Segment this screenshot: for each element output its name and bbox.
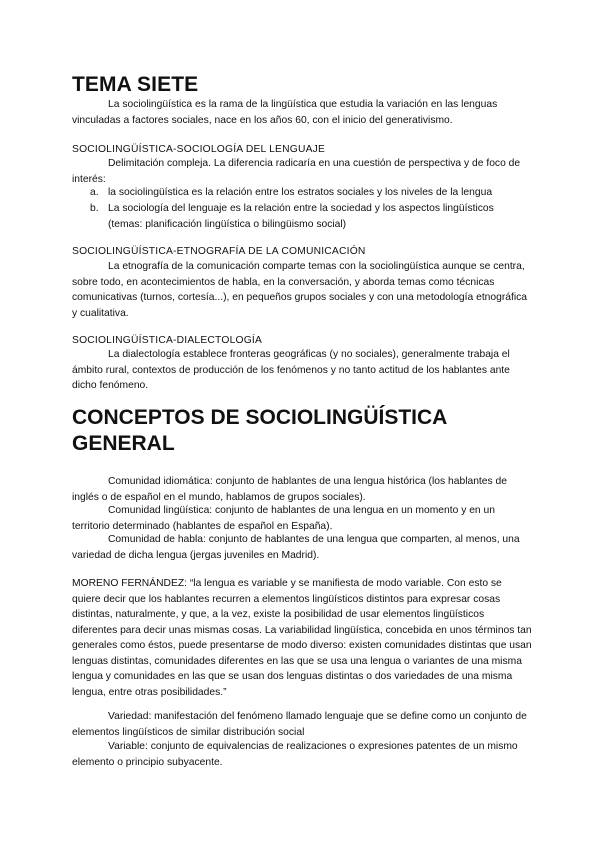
heading-conceptos: CONCEPTOS DE SOCIOLINGÜÍSTICA GENERAL: [72, 406, 447, 455]
list-item-a: [90, 185, 530, 201]
section-3-title: SOCIOLINGÜÍSTICA-DIALECTOLOGÍA: [72, 335, 263, 346]
definition-variable: Variable: conjunto de equivalencias de realizaciones o expresiones patentes de un mismo elemento o principio subyacente.: [72, 741, 518, 768]
concept-comunidad-linguistica: Comunidad lingüística: conjunto de hablantes de una lengua en un momento y en un territorio determinado (hablantes de español en España).: [72, 505, 495, 532]
quote-moreno-fernandez: MORENO FERNÁNDEZ: “la lengua es variable y se manifiesta de modo variable. Con esto se quiere decir que los hablantes recurren a elementos lingüísticos distintos para expresar cosas distintas, naturalmente, y que, a la vez, existe la posibilidad de usar elementos lingüísticos diferentes para decir unas mismas cosas. La variabilidad lingüística, concebida en unos términos tan generales como éstos, puede presentarse de modo diverso: existen comunidades distintas que usan lenguas distintas, comunidades diferentes en las que se usa una lengua o variantes de una misma lengua y comunidades en las que se usan dos lenguas distintas o dos variedades de una misma lengua, entre otras posibilidades.”: [72, 578, 532, 698]
section-2-text: La etnografía de la comunicación comparte temas con la sociolingüística aunque se centra, sobre todo, en acontecimientos de habla, en la conversación, y aborda temas como técnicas comunicativas (turnos, cortesía...), en pequeños grupos sociales y con una metodología etnográfica y cualitativa.: [72, 261, 528, 319]
section-3-text: La dialectología establece fronteras geográficas (y no sociales), generalmente trabaja el ámbito rural, contextos de producción de los fenómenos y no tanto actitud de los hablantes ante dicho fenómeno.: [72, 349, 510, 391]
concept-comunidad-idiomatica: Comunidad idiomática: conjunto de hablantes de una lengua histórica (los hablantes de inglés o de español en el mundo, hablamos de grupos sociales).: [72, 476, 507, 503]
list-item-text: La sociología del lenguaje es la relación entre la sociedad y los aspectos lingüísticos (temas: planificación lingüística o bilingüismo social): [108, 203, 494, 230]
list-marker: a.: [90, 187, 99, 198]
section-2-title: SOCIOLINGÜÍSTICA-ETNOGRAFÍA DE LA COMUNICACIÓN: [72, 246, 366, 257]
list-item-b: [90, 201, 530, 232]
section-1-text: Delimitación compleja. La diferencia radicaría en una cuestión de perspectiva y de foco de interés:: [72, 158, 521, 185]
intro-paragraph: La sociolingüística es la rama de la lingüística que estudia la variación en las lenguas vinculadas a factores sociales, nace en los años 60, con el inicio del generativismo.: [72, 99, 498, 126]
concept-comunidad-habla: Comunidad de habla: conjunto de hablantes de una lengua que comparten, al menos, una variedad de dicha lengua (jergas juveniles en Madrid).: [72, 534, 520, 561]
list-item-text: la sociolingüística es la relación entre los estratos sociales y los niveles de la lengua: [108, 187, 493, 198]
heading-tema-siete: TEMA SIETE: [72, 73, 199, 96]
section-1-title: SOCIOLINGÜÍSTICA-SOCIOLOGÍA DEL LENGUAJE: [72, 144, 326, 155]
definition-variedad: Variedad: manifestación del fenómeno llamado lenguaje que se define como un conjunto de elementos lingüísticos de similar distribución social: [72, 711, 527, 738]
list-marker: b.: [90, 203, 99, 214]
